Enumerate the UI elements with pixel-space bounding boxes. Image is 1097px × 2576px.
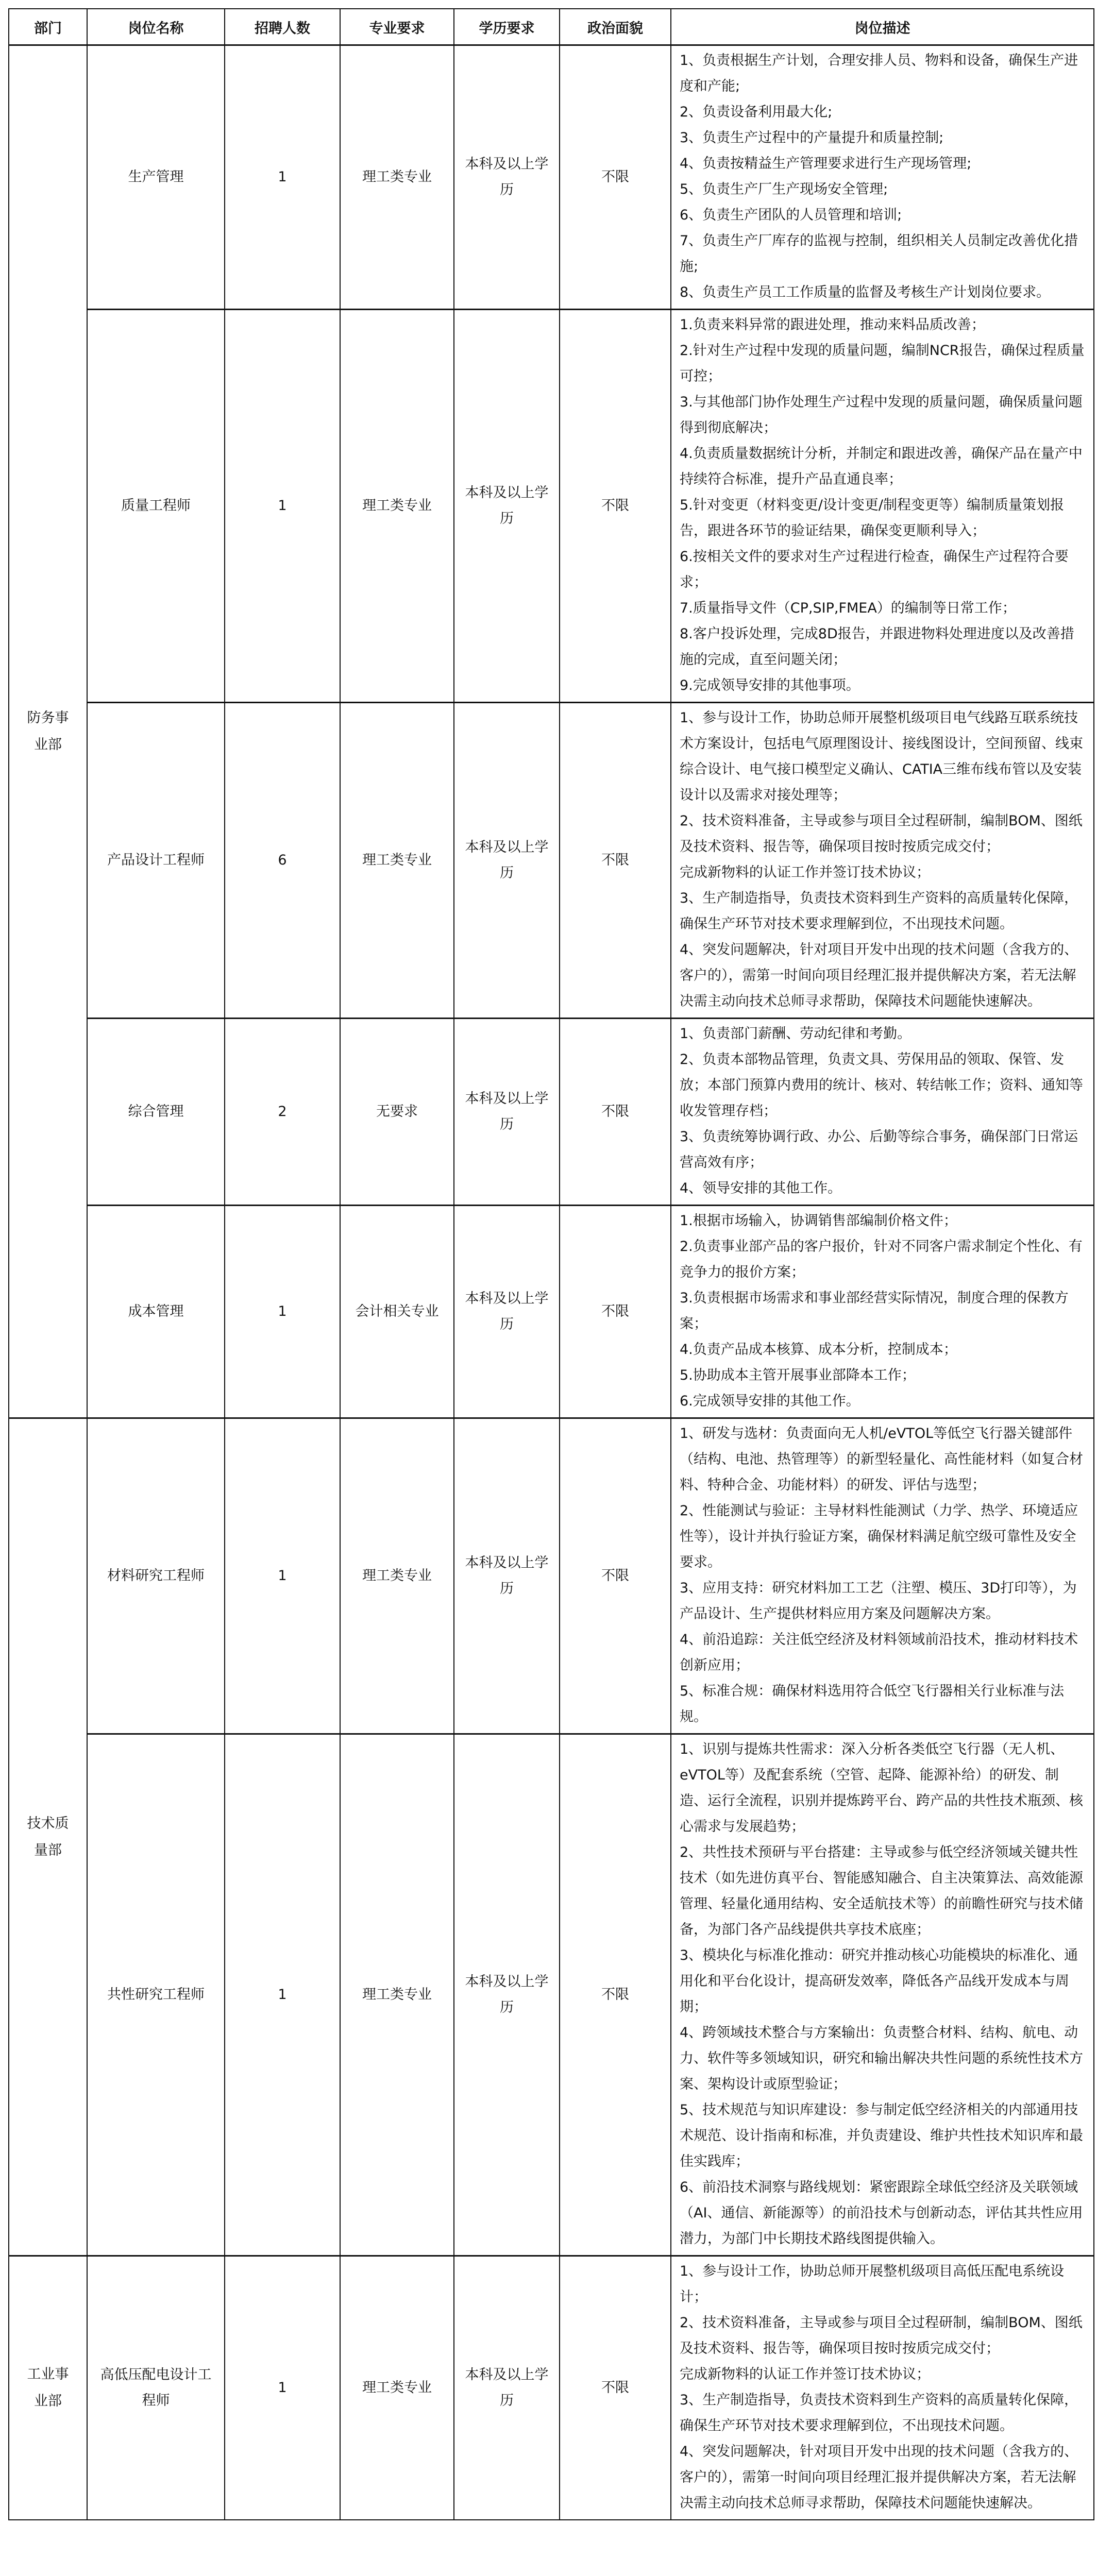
description-item: 6.完成领导安排的其他工作。: [680, 1393, 860, 1409]
table-row: [9, 703, 1094, 1019]
description-item: 4、突发问题解决，针对项目开发中出现的技术问题（含我方的、客户的），需第一时间向项目经理汇报并提供解决方案，若无法解决需主动向技术总师寻求帮助，保障技术问题能快速解决。: [680, 2444, 1078, 2511]
description-cell: [671, 310, 1094, 703]
description-item: 7.质量指导文件（CP,SIP,FMEA）的编制等日常工作；: [680, 600, 1016, 616]
major-cell: 无要求: [340, 1019, 454, 1206]
description-item: 3、负责生产过程中的产量提升和质量控制;: [680, 130, 944, 146]
description-item: 2、负责设备利用最大化;: [680, 104, 833, 120]
description-item: 4、负责按精益生产管理要求进行生产现场管理;: [680, 156, 972, 172]
description-item: 2、性能测试与验证：主导材料性能测试（力学、热学、环境适应性等），设计并执行验证方案，确保材料满足航空级可靠性及安全要求。: [680, 1503, 1078, 1570]
education-cell: 本科及以上学历: [454, 1734, 560, 2256]
description-item: 3、负责统筹协调行政、办公、后勤等综合事务，确保部门日常运营高效有序；: [680, 1129, 1078, 1171]
description-item: 2.针对生产过程中发现的质量问题，编制NCR报告，确保过程质量可控；: [680, 343, 1085, 384]
table-row: [9, 1019, 1094, 1206]
description-item: 4、跨领域技术整合与方案输出：负责整合材料、结构、航电、动力、软件等多领域知识，研究和输出解决共性问题的系统性技术方案、架构设计或原型验证；: [680, 2025, 1083, 2092]
header-education: 学历要求: [454, 9, 560, 45]
table-row: [9, 45, 1094, 310]
political-cell: 不限: [560, 310, 671, 703]
position-title-cell: 质量工程师: [87, 310, 225, 703]
header-department: 部门: [9, 9, 87, 45]
headcount-cell: 6: [225, 703, 340, 1019]
table-row: [9, 1206, 1094, 1418]
description-item: 完成新物料的认证工作并签订技术协议；: [680, 865, 930, 880]
table-row: [9, 1418, 1094, 1734]
description-item: 2、共性技术预研与平台搭建：主导或参与低空经济领域关键共性技术（如先进仿真平台、智能感知融合、自主决策算法、高效能源管理、轻量化通用结构、安全适航技术等）的前瞻性研究与技术储备，为部门各产品线提供共享技术底座；: [680, 1844, 1083, 1938]
major-cell: 会计相关专业: [340, 1206, 454, 1418]
description-item: 1、研发与选材：负责面向无人机/eVTOL等低空飞行器关键部件（结构、电池、热管理等）的新型轻量化、高性能材料（如复合材料、特种合金、功能材料）的研发、评估与选型；: [680, 1426, 1083, 1493]
education-cell: 本科及以上学历: [454, 1418, 560, 1734]
political-cell: 不限: [560, 45, 671, 310]
headcount-cell: 2: [225, 1019, 340, 1206]
description-item: 4、领导安排的其他工作。: [680, 1180, 842, 1196]
description-item: 2、技术资料准备，主导或参与项目全过程研制，编制BOM、图纸及技术资料、报告等，确保项目按时按质完成交付；: [680, 813, 1083, 855]
description-item: 3、生产制造指导，负责技术资料到生产资料的高质量转化保障，确保生产环节对技术要求理解到位，不出现技术问题。: [680, 890, 1078, 932]
job-table: [8, 8, 1094, 2520]
description-item: 4、突发问题解决，针对项目开发中出现的技术问题（含我方的、客户的），需第一时间向项目经理汇报并提供解决方案，若无法解决需主动向技术总师寻求帮助，保障技术问题能快速解决。: [680, 942, 1078, 1009]
description-item: 2.负责事业部产品的客户报价，针对不同客户需求制定个性化、有竞争力的报价方案；: [680, 1239, 1083, 1280]
table-row: [9, 1734, 1094, 2256]
description-item: 4.负责产品成本核算、成本分析，控制成本；: [680, 1342, 957, 1358]
description-item: 2、技术资料准备，主导或参与项目全过程研制，编制BOM、图纸及技术资料、报告等，确保项目按时按质完成交付；: [680, 2315, 1083, 2357]
major-cell: 理工类专业: [340, 45, 454, 310]
department-cell: 防务事业部: [9, 45, 87, 1418]
political-cell: 不限: [560, 1206, 671, 1418]
description-item: 3.与其他部门协作处理生产过程中发现的质量问题，确保质量问题得到彻底解决；: [680, 394, 1083, 436]
education-cell: 本科及以上学历: [454, 703, 560, 1019]
description-item: 5、技术规范与知识库建设：参与制定低空经济相关的内部通用技术规范、设计指南和标准，并负责建设、维护共性技术知识库和最佳实践库；: [680, 2102, 1083, 2170]
description-cell: [671, 1418, 1094, 1734]
position-title-cell: 高低压配电设计工程师: [87, 2256, 225, 2520]
political-cell: 不限: [560, 703, 671, 1019]
headcount-cell: 1: [225, 1206, 340, 1418]
header-major: 专业要求: [340, 9, 454, 45]
education-cell: 本科及以上学历: [454, 1206, 560, 1418]
description-item: 1、识别与提炼共性需求：深入分析各类低空飞行器（无人机、eVTOL等）及配套系统（空管、起降、能源补给）的研发、制造、运行全流程，识别并提炼跨平台、跨产品的共性技术瓶颈、核心需求与发展趋势；: [680, 1741, 1083, 1835]
position-title-cell: 成本管理: [87, 1206, 225, 1418]
department-cell: 工业事业部: [9, 2256, 87, 2520]
table-row: [9, 2256, 1094, 2520]
table-body: [9, 45, 1094, 2520]
description-item: 8.客户投诉处理，完成8D报告，并跟进物料处理进度以及改善措施的完成，直至问题关闭；: [680, 626, 1074, 668]
political-cell: 不限: [560, 1734, 671, 2256]
description-item: 5.针对变更（材料变更/设计变更/制程变更等）编制质量策划报告，跟进各环节的验证结果，确保变更顺利导入；: [680, 497, 1064, 539]
header-headcount: 招聘人数: [225, 9, 340, 45]
education-cell: 本科及以上学历: [454, 2256, 560, 2520]
description-item: 1、负责部门薪酬、劳动纪律和考勤。: [680, 1026, 912, 1042]
position-title-cell: 共性研究工程师: [87, 1734, 225, 2256]
description-item: 5、负责生产厂生产现场安全管理;: [680, 181, 888, 197]
description-cell: [671, 1206, 1094, 1418]
description-item: 完成新物料的认证工作并签订技术协议；: [680, 2366, 930, 2382]
description-item: 3、应用支持：研究材料加工工艺（注塑、模压、3D打印等），为产品设计、生产提供材料应用方案及问题解决方案。: [680, 1580, 1077, 1622]
description-item: 6.按相关文件的要求对生产过程进行检查，确保生产过程符合要求；: [680, 549, 1069, 590]
political-cell: 不限: [560, 1418, 671, 1734]
description-item: 1.根据市场输入，协调销售部编制价格文件；: [680, 1213, 957, 1229]
major-cell: 理工类专业: [340, 310, 454, 703]
header-title: 岗位名称: [87, 9, 225, 45]
political-cell: 不限: [560, 2256, 671, 2520]
headcount-cell: 1: [225, 310, 340, 703]
description-item: 3、生产制造指导，负责技术资料到生产资料的高质量转化保障，确保生产环节对技术要求理解到位，不出现技术问题。: [680, 2392, 1078, 2434]
description-cell: [671, 45, 1094, 310]
education-cell: 本科及以上学历: [454, 1019, 560, 1206]
table-header-row: [9, 9, 1094, 45]
education-cell: 本科及以上学历: [454, 45, 560, 310]
description-item: 7、负责生产厂库存的监视与控制，组织相关人员制定改善优化措施;: [680, 233, 1078, 275]
major-cell: 理工类专业: [340, 1734, 454, 2256]
description-item: 3、模块化与标准化推动：研究并推动核心功能模块的标准化、通用化和平台化设计，提高研发效率，降低各产品线开发成本与周期；: [680, 1947, 1078, 2015]
description-item: 6、负责生产团队的人员管理和培训;: [680, 207, 902, 223]
headcount-cell: 1: [225, 1734, 340, 2256]
major-cell: 理工类专业: [340, 703, 454, 1019]
description-cell: [671, 703, 1094, 1019]
header-description: 岗位描述: [671, 9, 1094, 45]
description-item: 4、前沿追踪：关注低空经济及材料领域前沿技术，推动材料技术创新应用；: [680, 1632, 1078, 1673]
header-political: 政治面貌: [560, 9, 671, 45]
description-item: 6、前沿技术洞察与路线规划：紧密跟踪全球低空经济及关联领域（AI、通信、新能源等）的前沿技术与创新动态，评估其共性应用潜力，为部门中长期技术路线图提供输入。: [680, 2179, 1083, 2247]
headcount-cell: 1: [225, 2256, 340, 2520]
description-cell: [671, 1734, 1094, 2256]
description-item: 5、标准合规：确保材料选用符合低空飞行器相关行业标准与法规。: [680, 1683, 1065, 1725]
description-item: 1.负责来料异常的跟进处理，推动来料品质改善；: [680, 317, 985, 333]
description-item: 1、负责根据生产计划，合理安排人员、物料和设备，确保生产进度和产能;: [680, 53, 1078, 94]
description-item: 8、负责生产员工工作质量的监督及考核生产计划岗位要求。: [680, 284, 1051, 300]
description-item: 3.负责根据市场需求和事业部经营实际情况，制度合理的保教方案；: [680, 1290, 1069, 1332]
description-item: 1、参与设计工作，协助总师开展整机级项目高低压配电系统设计；: [680, 2263, 1065, 2305]
description-item: 5.协助成本主管开展事业部降本工作；: [680, 1367, 916, 1383]
description-item: 1、参与设计工作，协助总师开展整机级项目电气线路互联系统技术方案设计，包括电气原理图设计、接线图设计，空间预留、线束综合设计、电气接口模型定义确认、CATIA三维布线布管以及安装设计以及需求对接处理等；: [680, 710, 1083, 803]
political-cell: 不限: [560, 1019, 671, 1206]
position-title-cell: 产品设计工程师: [87, 703, 225, 1019]
description-item: 4.负责质量数据统计分析，并制定和跟进改善，确保产品在量产中持续符合标准，提升产品直通良率；: [680, 446, 1083, 487]
description-item: 2、负责本部物品管理，负责文具、劳保用品的领取、保管、发放；本部门预算内费用的统计、核对、转结帐工作；资料、通知等收发管理存档；: [680, 1052, 1083, 1119]
position-title-cell: 材料研究工程师: [87, 1418, 225, 1734]
headcount-cell: 1: [225, 1418, 340, 1734]
headcount-cell: 1: [225, 45, 340, 310]
description-cell: [671, 2256, 1094, 2520]
major-cell: 理工类专业: [340, 1418, 454, 1734]
department-cell: 技术质量部: [9, 1418, 87, 2256]
position-title-cell: 生产管理: [87, 45, 225, 310]
description-item: 9.完成领导安排的其他事项。: [680, 677, 860, 693]
table-row: [9, 310, 1094, 703]
position-title-cell: 综合管理: [87, 1019, 225, 1206]
major-cell: 理工类专业: [340, 2256, 454, 2520]
description-cell: [671, 1019, 1094, 1206]
education-cell: 本科及以上学历: [454, 310, 560, 703]
